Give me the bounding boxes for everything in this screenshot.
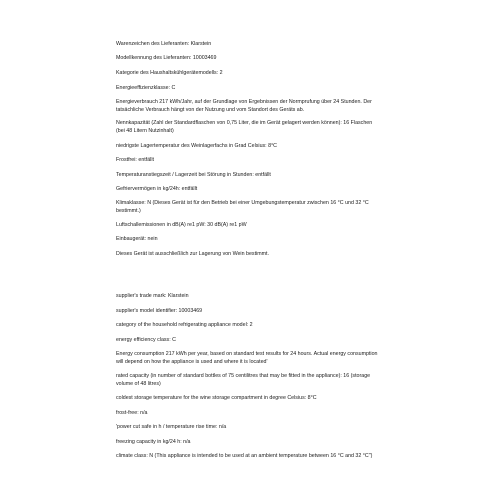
de-efficiency-class: Energieeffizienzklasse: C [116, 85, 176, 91]
de-frost-free: Frostfrei: entfällt [116, 157, 154, 163]
en-model-identifier: supplier's model identifier: 10003469 [116, 308, 203, 314]
en-freezing-capacity: freezing capacity in kg/24 h: n/a [116, 439, 191, 445]
en-energy-consumption: Energy consumption 217 kWh per year, based on standard test results for 24 hours. Actual energy consumption will depend on how the appliance is used and where it is located' [116, 351, 378, 365]
de-temperature-rise-time: Temperaturanstiegszeit / Lagerzeit bei Störung in Stunden: entfällt [116, 172, 271, 178]
en-lowest-temperature: coldest storage temperature for the wine storage compartment in degree Celsius: 8°C [116, 395, 317, 401]
de-built-in: Einbaugerät: nein [116, 236, 158, 242]
de-model-identifier: Modellkennung des Lieferanten: 10003469 [116, 55, 217, 61]
de-noise-emissions: Luftschallemissionen in dB(A) re1 pW: 30 dB(A) re1 pW [116, 222, 247, 228]
de-climate-class: Klimaklasse: N (Dieses Gerät ist für den Betrieb bei einer Umgebungstemperatur zwischen 16 °C und 32 °C bestimmt.) [116, 200, 369, 214]
de-wine-only: Dieses Gerät ist ausschließlich zur Lagerung von Wein bestimmt. [116, 251, 269, 257]
en-category: category of the household refrigerating appliance model: 2 [116, 322, 253, 328]
en-trade-mark: supplier's trade mark: Klarstein [116, 293, 189, 299]
de-category: Kategorie des Haushaltskühlgerätemodells: 2 [116, 70, 223, 76]
en-power-cut-safe: 'power cut safe in h / temperature rise time: n/a [116, 424, 227, 430]
en-frost-free: frost-free: n/a [116, 410, 148, 416]
en-efficiency-class: energy efficiency class: C [116, 337, 176, 343]
de-trade-mark: Warenzeichen des Lieferanten: Klarstein [116, 41, 212, 47]
en-climate-class: climate class: N (This appliance is intended to be used at an ambient temperature between 16 °C and 32 °C") [116, 453, 373, 459]
de-rated-capacity: Nennkapazität (Zahl der Standardflaschen von 0,75 Liter, die im Gerät gelagert werden können): 16 Flaschen (bei 48 Litern Nutzinhalt) [116, 120, 373, 134]
de-freezing-capacity: Gefriervermögen in kg/24h: entfällt [116, 186, 198, 192]
de-lowest-temperature: niedrigste Lagertemperatur des Weinlagerfachs in Grad Celsius: 8°C [116, 143, 278, 149]
de-energy-consumption: Energieverbrauch 217 kWh/Jahr, auf der Grundlage von Ergebnissen der Normprufung über 24 Stunden. Der tatsächliche Verbrauch hängt von der Nutzung und vom Standort des Geräts ab. [116, 99, 372, 113]
en-rated-capacity: rated capacity (in number of standard bottles of 75 centilitres that may be fitted in the appliance): 16 (storage volume of 48 litres) [116, 373, 371, 387]
